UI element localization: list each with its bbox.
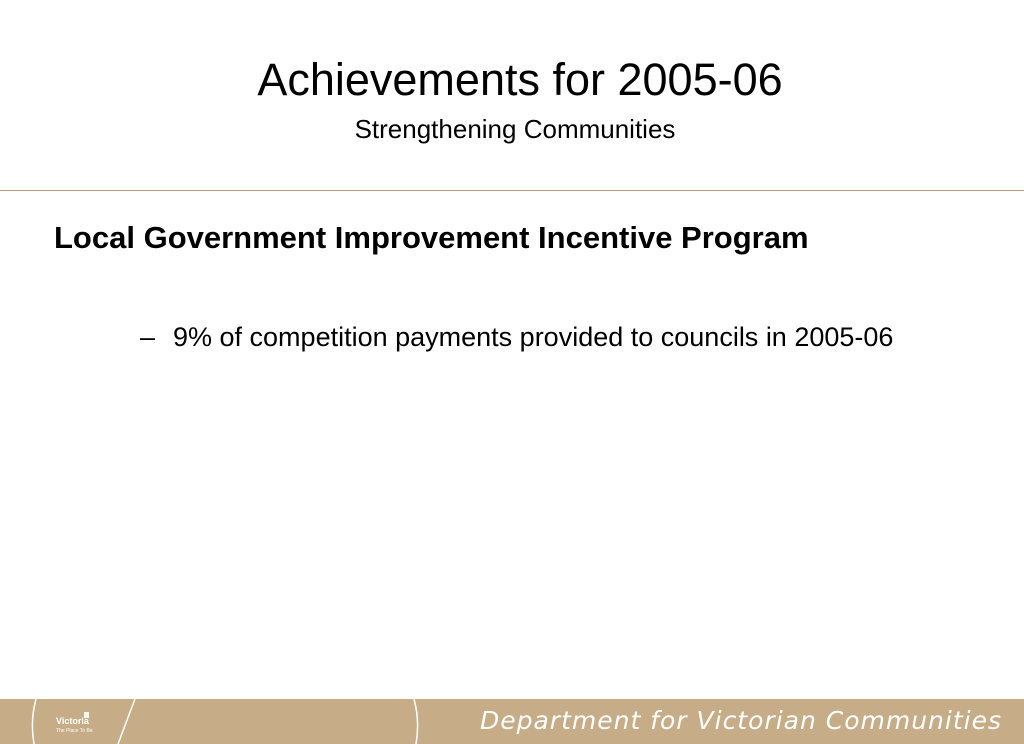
bullet-dash: – (140, 322, 156, 352)
logo-tagline: The Place To Be (56, 728, 93, 734)
logo-wordmark: Victoria (56, 716, 89, 726)
title-divider (0, 190, 1024, 191)
slide-title: Achievements for 2005-06 (257, 54, 783, 105)
department-name: Department for Victorian Communities (479, 706, 1002, 735)
bullet-item (140, 316, 920, 358)
slide-subtitle: Strengthening Communities (354, 114, 676, 144)
bullet-text: 9% of competition payments provided to councils in 2005-06 (173, 322, 894, 352)
footer-bar (0, 699, 1024, 744)
section-heading: Local Government Improvement Incentive Program (54, 220, 809, 255)
